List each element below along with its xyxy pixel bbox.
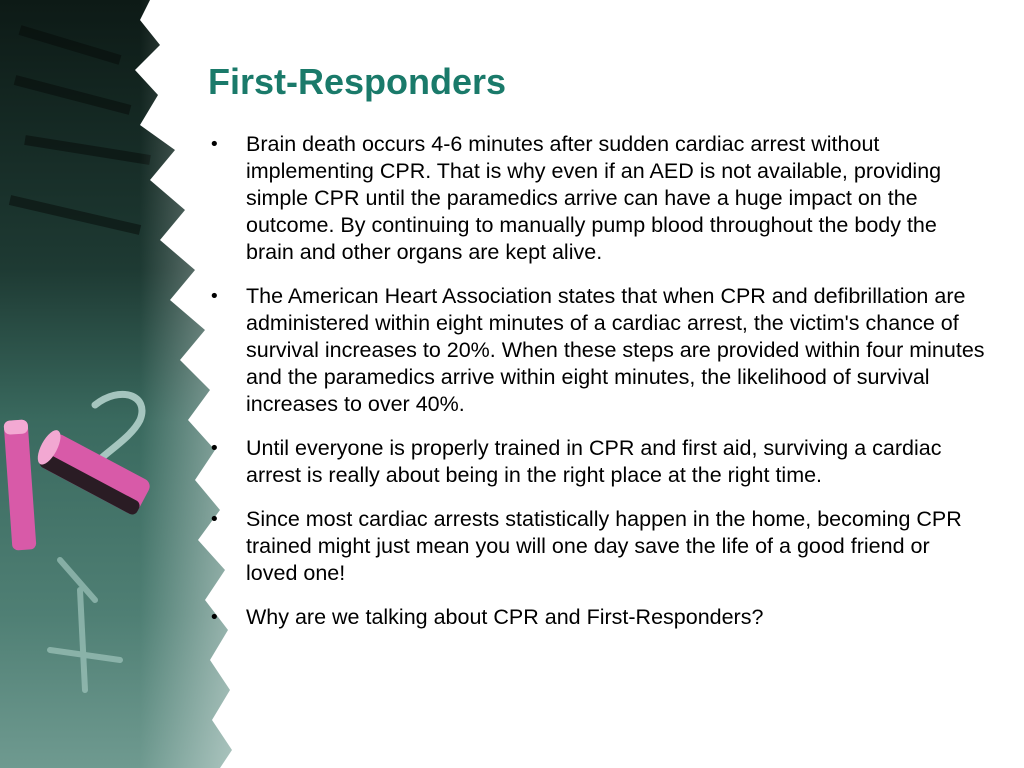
bullet-text: The American Heart Association states that when CPR and defibrillation are administered within eight minutes of a cardiac arrest, the victim's chance of survival increases to 20%. When these steps are provided within four minutes and the paramedics arrive within eight minutes, the likelihood of survival increases to over 40%. xyxy=(246,284,985,416)
bullet-text: Why are we talking about CPR and First-Responders? xyxy=(246,605,764,629)
bullet-point-icon: • xyxy=(209,134,220,155)
bullet-item xyxy=(206,435,986,489)
bullet-item xyxy=(206,131,986,266)
bullet-point-icon: • xyxy=(209,509,220,530)
bullet-point-icon: • xyxy=(209,438,220,459)
bullet-text: Brain death occurs 4-6 minutes after sudden cardiac arrest without implementing CPR. That is why even if an AED is not available, providing simple CPR until the paramedics arrive can have a huge impact on the outcome. By continuing to manually pump blood throughout the body the brain and other organs are kept alive. xyxy=(246,132,942,264)
bullet-item xyxy=(206,506,986,587)
bullet-list xyxy=(206,131,986,648)
bullet-point-icon: • xyxy=(209,286,220,307)
bullet-item xyxy=(206,604,986,631)
slide-title: First-Responders xyxy=(208,61,507,102)
bullet-item xyxy=(206,283,986,418)
bullet-point-icon: • xyxy=(209,607,220,628)
bullet-text: Since most cardiac arrests statistically happen in the home, becoming CPR trained might just mean you will one day save the life of a good friend or loved one! xyxy=(246,507,962,585)
bullet-text: Until everyone is properly trained in CPR and first aid, surviving a cardiac arrest is really about being in the right place at the right time. xyxy=(246,436,942,487)
chalkboard-decoration-icon xyxy=(0,0,240,768)
